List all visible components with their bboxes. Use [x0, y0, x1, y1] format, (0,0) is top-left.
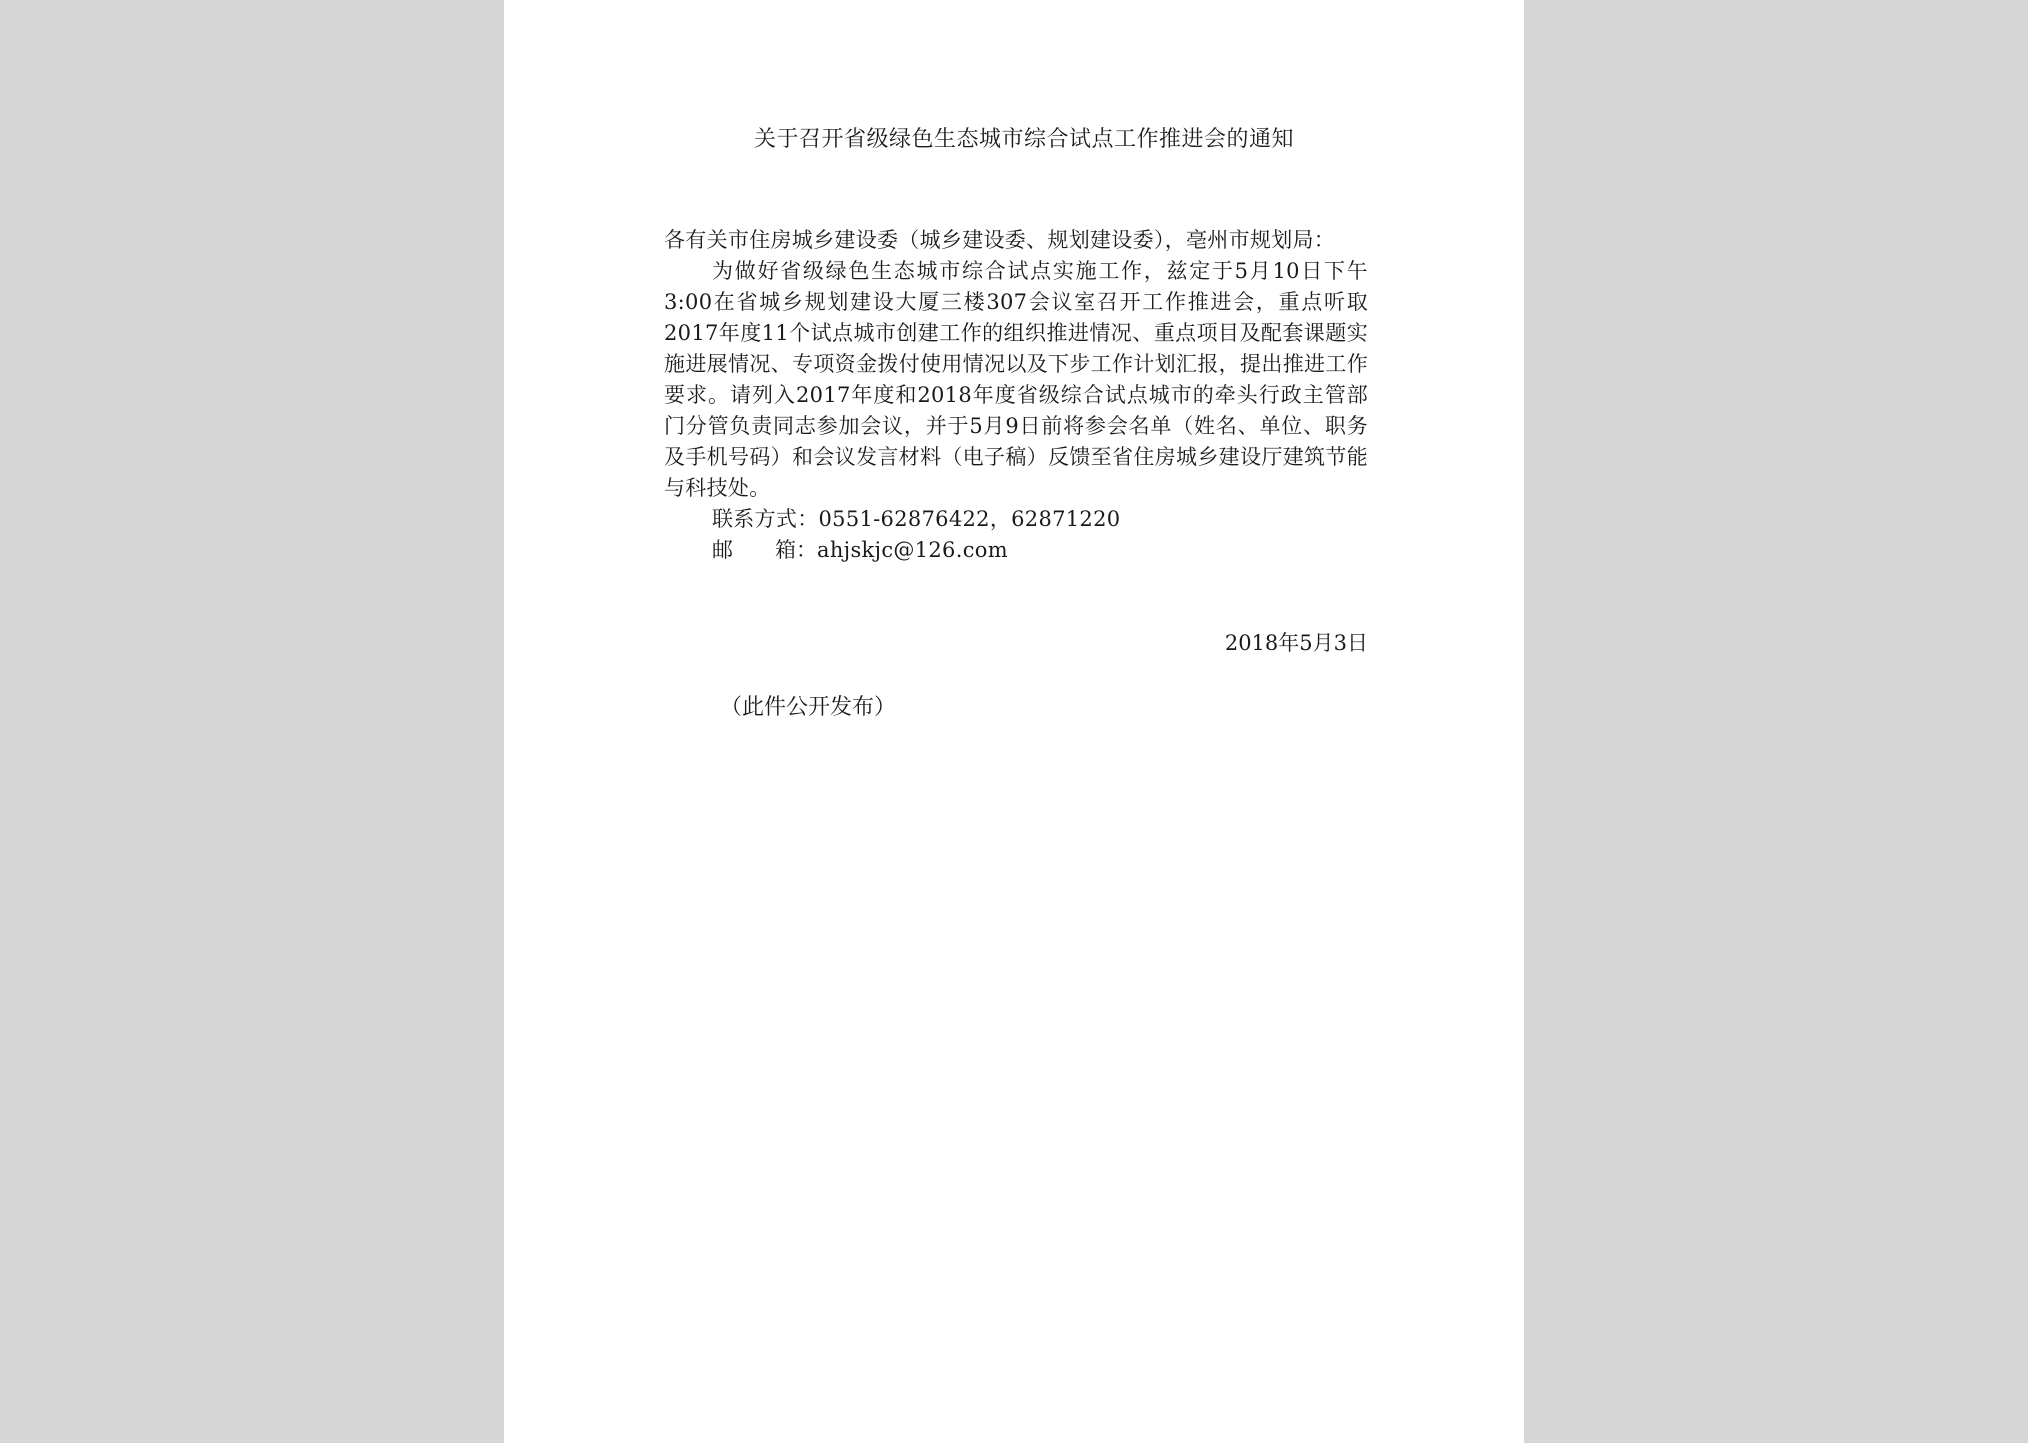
email-label: 邮 箱：	[712, 538, 817, 562]
salutation: 各有关市住房城乡建设委（城乡建设委、规划建设委），亳州市规划局：	[664, 228, 1336, 252]
contact-phone: 联系方式：0551-62876422，62871220	[712, 507, 1121, 531]
body-paragraph: 为做好省级绿色生态城市综合试点实施工作，兹定于5月10日下午3:00在省城乡规划建设大厦三楼307会议室召开工作推进会，重点听取2017年度11个试点城市创建工作的组织推进情况、重点项目及配套课题实施进展情况、专项资金拨付使用情况以及下步工作计划汇报，提出推进工作要求。请列入2017年度和2018年度省级综合试点城市的牵头行政主管部门分管负责同志参加会议，并于5月9日前将参会名单（姓名、单位、职务及手机号码）和会议发言材料（电子稿）反馈至省住房城乡建设厅建筑节能与科技处。	[664, 259, 1368, 500]
document-body	[664, 225, 1368, 566]
release-note: （此件公开发布）	[720, 695, 897, 720]
document-page	[504, 0, 1524, 1443]
issue-date: 2018年5月3日	[1224, 631, 1368, 655]
contact-email	[664, 535, 1368, 566]
document-title: 关于召开省级绿色生态城市综合试点工作推进会的通知	[753, 127, 1294, 152]
email-address: ahjskjc@126.com	[817, 538, 1008, 562]
